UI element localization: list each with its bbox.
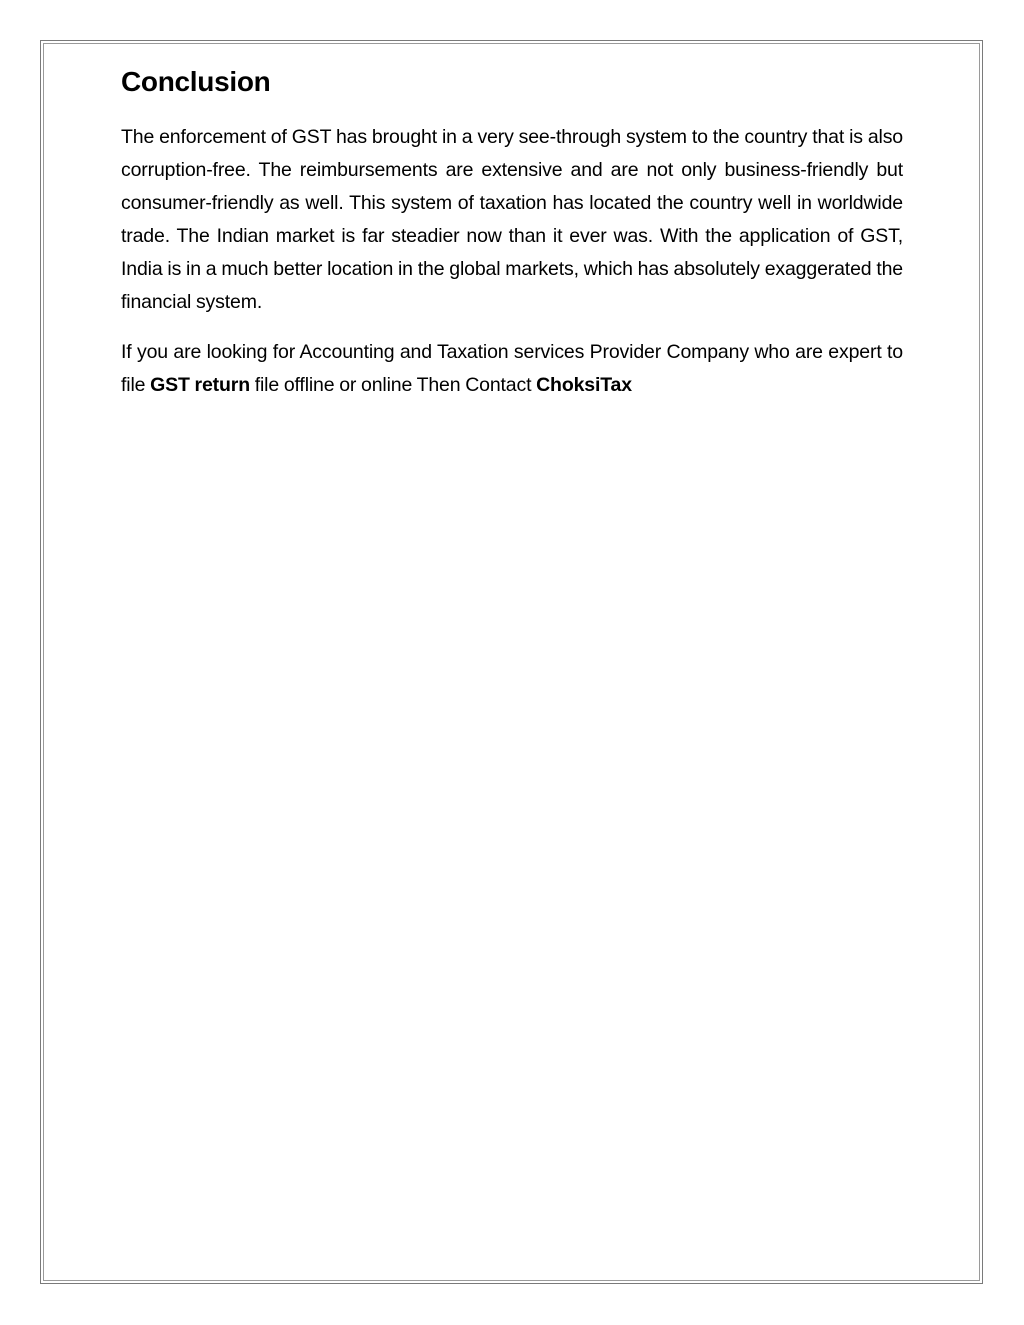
conclusion-paragraph: The enforcement of GST has brought in a very see-through system to the country that is also corruption-free. The reimbursements are extensive and are not only business-friendly but consumer-friendly as well. This system of taxation has located the country well in worldwide trade. The Indian market is far steadier now than it ever was. With the application of GST, India is in a much better location in the global markets, which has absolutely exaggerated the financial system. [121, 126, 903, 313]
choksitax-brand: ChoksiTax [536, 374, 632, 396]
contact-text-before: If you are looking for Accounting and Taxation services Provider Company who are expert to file [121, 341, 903, 396]
contact-paragraph [121, 336, 903, 402]
section-heading: Conclusion [121, 66, 271, 97]
gst-return-phrase: GST return [150, 374, 250, 396]
contact-text-middle: file offline or online Then Contact [249, 374, 537, 396]
document-body [121, 60, 903, 402]
